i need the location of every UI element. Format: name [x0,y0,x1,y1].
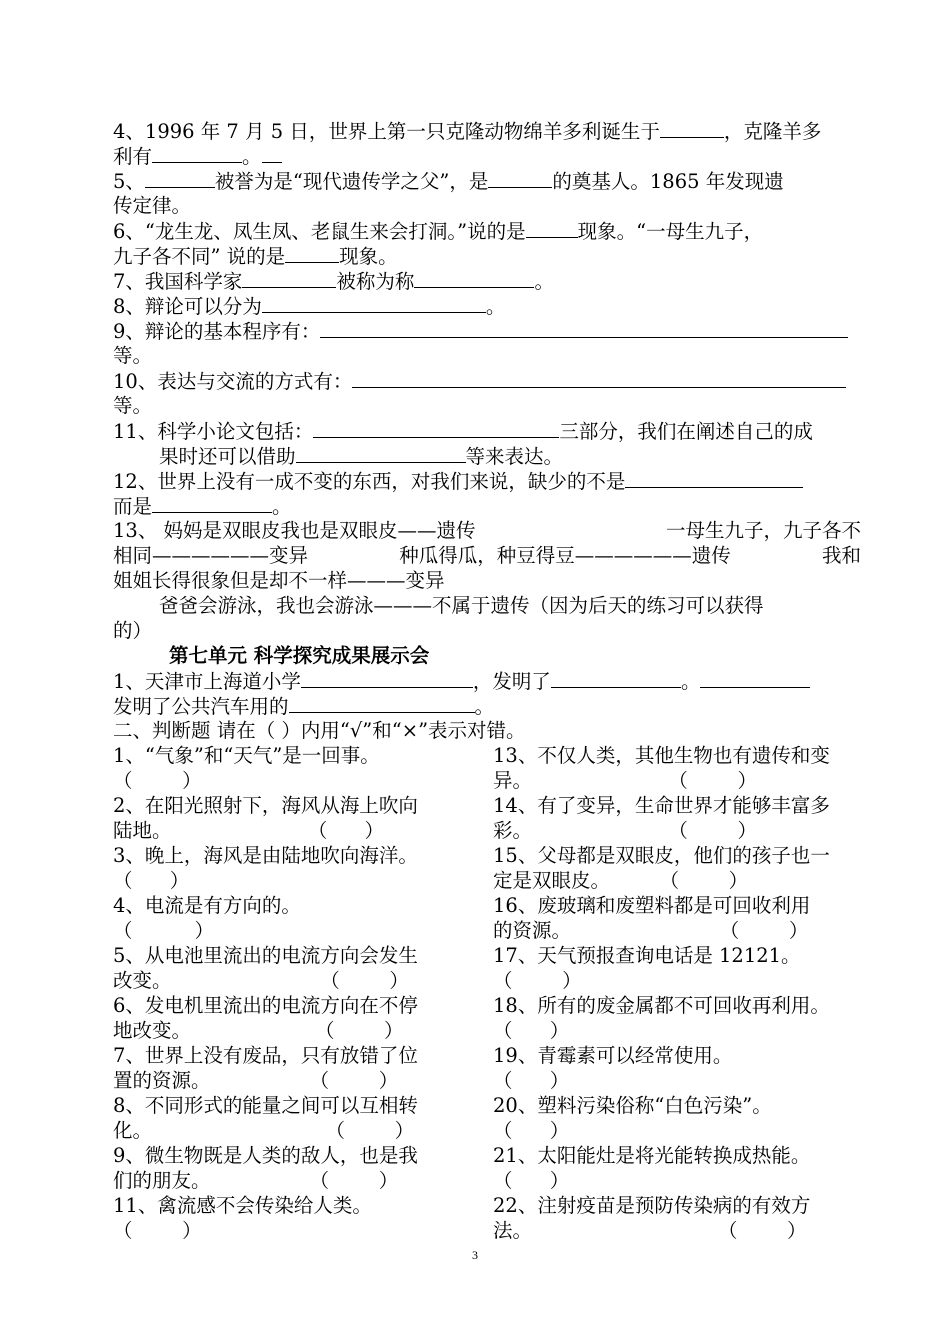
answer-blank [301,668,473,688]
question-4-line-2 [113,143,861,168]
question-text: 的） [113,619,153,642]
judge-answer-box: 定是双眼皮。 （ ） [493,869,749,892]
judge-answer-box: （ ） [113,769,202,792]
judge-right-column [493,743,861,1243]
answer-blank [352,368,846,388]
judge-question: 18、所有的废金属都不可回收再利用。 [493,994,830,1017]
judge-item [113,1193,493,1243]
question-6-line-2 [113,243,861,268]
question-13-line-3 [113,568,861,593]
judge-question: 22、注射疫苗是预防传染病的有效方 [493,1194,811,1217]
question-11-line-1 [113,418,861,443]
judge-answer-box: 置的资源。 （ ） [113,1069,399,1092]
question-text: 一母生九子，九子各不 [665,519,861,542]
question-text: ，克隆羊多 [723,120,822,143]
question-text: 九子各不同” 说的是 [113,245,286,268]
judge-item [113,843,493,893]
question-text: 。 [485,295,506,318]
judge-question: 7、世界上没有废品，只有放错了位 [113,1044,418,1067]
question-text: 。 [534,270,554,293]
question-text: 等来表达。 [465,445,564,468]
judge-question: 11、禽流感不会传染给人类。 [113,1194,372,1217]
question-text: 的奠基人。1865 年发现遗 [552,170,784,193]
question-9-line-2 [113,343,861,368]
answer-blank [660,118,724,138]
answer-blank [262,293,486,313]
question-12-line-2 [113,493,861,518]
question-text: 现象。“一母生九子， [577,220,764,243]
question-text: 6、“龙生龙、凤生凤、老鼠生来会打洞。”说的是 [113,220,526,243]
judge-question: 20、塑料污染俗称“白色污染”。 [493,1094,772,1117]
question-13-line-5 [113,618,861,643]
judge-section-title: 二、判断题 请在（ ）内用“√”和“×”表示对错。 [113,719,526,742]
answer-blank [285,243,339,263]
answer-blank [289,693,475,713]
judge-item [493,993,861,1043]
answer-blank [152,143,242,163]
judge-question: 4、电流是有方向的。 [113,894,301,917]
judge-answer-box: （ ） [493,1169,570,1192]
judge-question: 19、青霉素可以经常使用。 [493,1044,733,1067]
answer-blank [152,493,272,513]
judge-item [113,943,493,993]
judge-answer-box: 们的朋友。 （ ） [113,1169,399,1192]
judge-left-column [113,743,493,1243]
judge-question: 8、不同形式的能量之间可以互相转 [113,1094,418,1117]
question-text: 而是 [113,495,153,518]
judge-questions [113,743,861,1243]
judge-item [493,1093,861,1143]
question-text: 等。 [113,344,153,367]
judge-answer-box: （ ） [113,869,190,892]
question-5-line-1 [113,168,861,193]
answer-blank [262,143,282,163]
question-text: 。 [242,145,262,168]
question-text: ，发明了 [472,670,551,693]
judge-item [493,1193,861,1243]
judge-answer-box: 异。 （ ） [493,769,757,792]
judge-question: 21、太阳能灶是将光能转换成热能。 [493,1144,811,1167]
page-number: 3 [472,1248,478,1262]
question-text: 。 [272,495,292,518]
question-text: 10、表达与交流的方式有： [113,370,353,393]
judge-question: 1、“气象”和“天气”是一回事。 [113,744,380,767]
judge-question: 3、晚上，海风是由陆地吹向海洋。 [113,844,418,867]
judge-answer-box: （ ） [493,1119,570,1142]
answer-blank [700,668,810,688]
judge-item [493,793,861,843]
question-text: 我和 [821,544,861,567]
answer-blank [242,268,336,288]
question-13-line-1 [113,518,861,543]
judge-item [113,1043,493,1093]
question-text: 8、辩论可以分为 [113,295,262,318]
judge-question: 16、废玻璃和废塑料都是可回收利用 [493,894,811,917]
question-text: 等。 [113,394,153,417]
page-content [113,118,861,1243]
judge-answer-box: （ ） [113,1219,202,1242]
judge-answer-box: （ ） [113,919,214,942]
judge-item [493,893,861,943]
judge-answer-box: 的资源。 （ ） [493,919,809,942]
judge-item [113,893,493,943]
judge-question: 13、不仅人类，其他生物也有遗传和变 [493,744,830,767]
question-text: 5、 [113,170,145,193]
judge-question: 5、从电池里流出的电流方向会发生 [113,944,418,967]
unit-7-question-1-line-1 [113,668,861,693]
question-9-line-1 [113,318,861,343]
question-text: 种瓜得瓜，种豆得豆——————遗传 [399,544,731,567]
question-text: 。 [474,695,495,718]
unit-7-question-1-line-2 [113,693,861,718]
question-13-line-2 [113,543,861,568]
judge-answer-box: 化。 （ ） [113,1119,415,1142]
answer-blank [625,468,803,488]
judge-item [113,793,493,843]
judge-question: 15、父母都是双眼皮，他们的孩子也一 [493,844,830,867]
judge-question: 2、在阳光照射下，海风从海上吹向 [113,794,418,817]
question-6-line-1 [113,218,861,243]
judge-answer-box: （ ） [493,1019,570,1042]
question-text: 爸爸会游泳，我也会游泳———不属于遗传（因为后天的练习可以获得 [159,594,764,617]
judge-item [493,743,861,793]
judge-item [113,993,493,1043]
judge-answer-box: 彩。 （ ） [493,819,757,842]
judge-item [493,1043,861,1093]
judge-question: 17、天气预报查询电话是 12121。 [493,944,801,967]
judge-answer-box: 地改变。 （ ） [113,1019,404,1042]
question-text: 11、科学小论文包括： [113,420,314,443]
question-text: 现象。 [339,245,398,268]
question-13-line-4 [113,593,861,618]
question-text: 7、我国科学家 [113,270,243,293]
answer-blank [320,318,848,338]
question-text: 。 [680,670,701,693]
judge-answer-box: 陆地。 （ ） [113,819,385,842]
question-12-line-1 [113,468,861,493]
question-text: 被称为称 [336,270,415,293]
question-text: 三部分，我们在阐述自己的成 [559,420,813,443]
judge-answer-box: （ ） [493,969,582,992]
answer-blank [551,668,681,688]
judge-item [113,1143,493,1193]
question-text: 被誉为是“现代遗传学之父”，是 [214,170,489,193]
question-11-line-2 [113,443,861,468]
judge-item [113,1093,493,1143]
question-10-line-2 [113,393,861,418]
judge-answer-box: 法。 （ ） [493,1219,807,1242]
question-text: 1、天津市上海道小学 [113,670,301,693]
answer-blank [145,168,215,188]
question-10-line-1 [113,368,861,393]
question-text: 9、辩论的基本程序有： [113,320,321,343]
question-text: 4、1996 年 7 月 5 日，世界上第一只克隆动物绵羊多利诞生于 [113,120,660,143]
question-text: 发明了公共汽车用的 [113,695,289,718]
answer-blank [526,218,578,238]
question-7 [113,268,861,293]
question-4-line-1 [113,118,861,143]
judge-question: 6、发电机里流出的电流方向在不停 [113,994,418,1017]
question-5-line-2 [113,193,861,218]
question-text: 12、世界上没有一成不变的东西，对我们来说，缺少的不是 [113,470,626,493]
judge-item [493,1143,861,1193]
question-text: 姐姐长得很象但是却不一样———变异 [113,569,445,592]
judge-answer-box: 改变。 （ ） [113,969,409,992]
question-text: 13、 妈妈是双眼皮我也是双眼皮——遗传 [113,519,476,542]
judge-question: 9、微生物既是人类的敌人，也是我 [113,1144,418,1167]
unit-7-heading: 第七单元 科学探究成果展示会 [169,644,430,667]
judge-item [493,943,861,993]
judge-answer-box: （ ） [493,1069,570,1092]
question-text: 利有 [113,145,153,168]
question-8 [113,293,861,318]
question-text: 相同——————变异 [113,544,309,567]
answer-blank [296,443,466,463]
answer-blank [488,168,552,188]
question-text: 传定律。 [113,194,192,217]
judge-item [113,743,493,793]
question-text: 果时还可以借助 [159,445,296,468]
answer-blank [414,268,534,288]
judge-question: 14、有了变异，生命世界才能够丰富多 [493,794,830,817]
answer-blank [313,418,559,438]
judge-item [493,843,861,893]
